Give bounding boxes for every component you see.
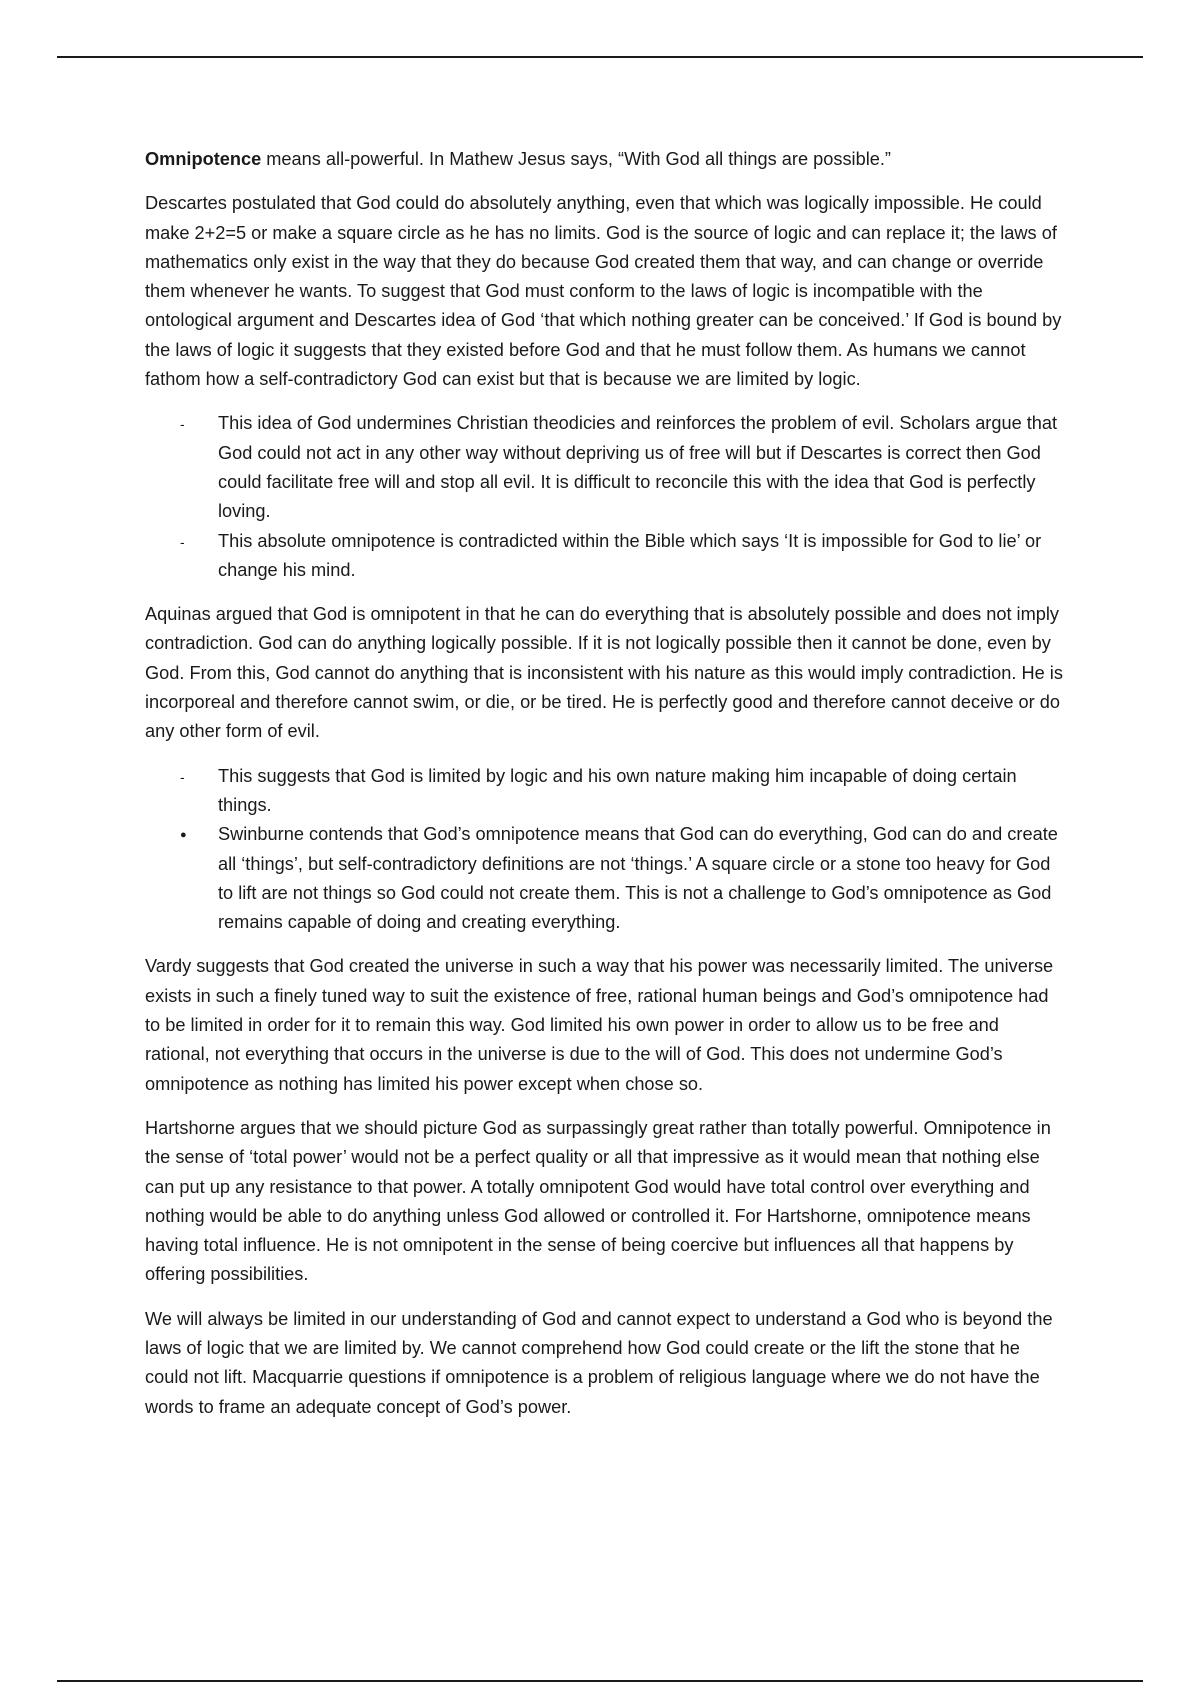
aquinas-paragraph: Aquinas argued that God is omnipotent in that he can do everything that is absolutely possible and does not imply contradiction. God can do anything logically possible. If it is not logically possible then it cannot be done, even by God. From this, God cannot do anything that is inconsistent with his nature as this would imply contradiction. He is incorporeal and therefore cannot swim, or die, or be tired. He is perfectly good and therefore cannot deceive or do any other form of evil. (145, 604, 1063, 742)
dash-bullet-icon (180, 762, 200, 792)
dash-bullet-icon (180, 527, 200, 557)
footer-rule (57, 1680, 1143, 1682)
intro-paragraph (145, 145, 1065, 174)
aquinas-critique-list (145, 762, 1065, 938)
list-item-text: This idea of God undermines Christian theodicies and reinforces the problem of evil. Scholars argue that God could not act in any other way without depriving us of free will but if Descartes is correct then God could facilitate free will and stop all evil. It is difficult to reconcile this with the idea that God is perfectly loving. (218, 413, 1058, 522)
list-item (145, 409, 1065, 526)
hartshorne-paragraph: Hartshorne argues that we should picture God as surpassingly great rather than totally powerful. Omnipotence in the sense of ‘total power’ would not be a perfect quality or all that impressive as it would mean that nothing else can put up any resistance to that power. A totally omnipotent God would have total control over everything and nothing would be able to do anything unless God allowed or controlled it. For Hartshorne, omnipotence means having total influence. He is not omnipotent in the sense of being coercive but influences all that happens by offering possibilities. (145, 1117, 1051, 1285)
list-item-text: Swinburne contends that God’s omnipotence means that God can do everything, God can do and create all ‘things’, but self-contradictory definitions are not ‘things.’ A square circle or a stone too heavy for God to lift are not things so God could not create them. This is not a challenge to God’s omnipotence as God remains capable of doing and creating everything. (218, 824, 1058, 933)
list-item-text: This absolute omnipotence is contradicted within the Bible which says ‘It is impossible for God to lie’ or change his mind. (218, 530, 1042, 580)
list-item (145, 527, 1065, 586)
vardy-paragraph: Vardy suggests that God created the universe in such a way that his power was necessarily limited. The universe exists in such a finely tuned way to suit the existence of free, rational human beings and God’s omnipotence had to be limited in order for it to remain this way. God limited his own power in order to allow us to be free and rational, not everything that occurs in the universe is due to the will of God. This does not undermine God’s omnipotence as nothing has limited his power except when chose so. (145, 956, 1054, 1094)
intro-text: means all-powerful. In Mathew Jesus says, “With God all things are possible.” (261, 149, 891, 169)
header-rule (57, 56, 1143, 58)
descartes-critique-list (145, 409, 1065, 585)
dash-bullet-icon (180, 409, 200, 439)
term-omnipotence: Omnipotence (145, 149, 262, 169)
list-item (145, 762, 1065, 821)
list-item (145, 820, 1065, 937)
document-body (145, 145, 1065, 1437)
descartes-paragraph: Descartes postulated that God could do absolutely anything, even that which was logically impossible. He could make 2+2=5 or make a square circle as he has no limits. God is the source of logic and can replace it; the laws of mathematics only exist in the way that they do because God created them that way, and can change or override them whenever he wants. To suggest that God must conform to the laws of logic is incompatible with the ontological argument and Descartes idea of God ‘that which nothing greater can be conceived.’ If God is bound by the laws of logic it suggests that they existed before God and that he must follow them. As humans we cannot fathom how a self-contradictory God can exist but that is because we are limited by logic. (145, 193, 1062, 390)
dot-bullet-icon (180, 820, 200, 852)
conclusion-paragraph: We will always be limited in our understanding of God and cannot expect to understand a God who is beyond the laws of logic that we are limited by. We cannot comprehend how God could create or the lift the stone that he could not lift. Macquarrie questions if omnipotence is a problem of religious language where we do not have the words to frame an adequate concept of God’s power. (145, 1308, 1053, 1417)
list-item-text: This suggests that God is limited by logic and his own nature making him incapable of doing certain things. (218, 765, 1017, 815)
